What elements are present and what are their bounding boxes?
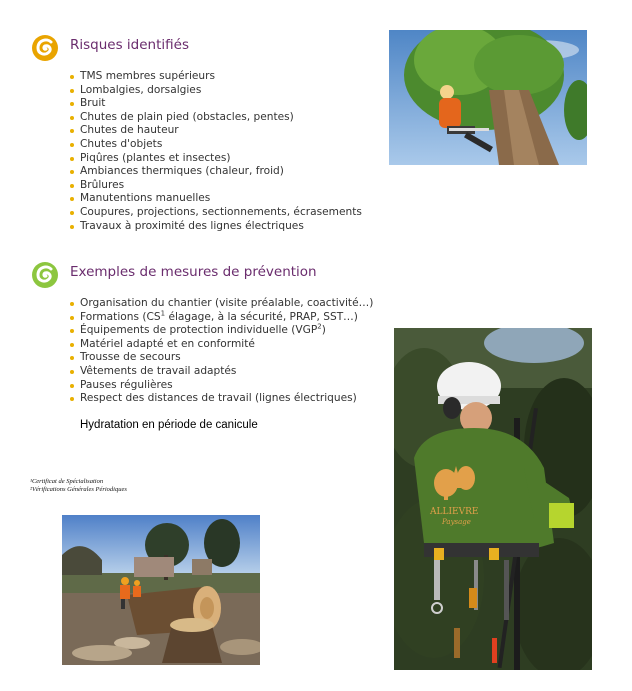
- list-item: Chutes d'objets: [70, 138, 362, 152]
- bullet-icon: [70, 143, 74, 147]
- list-item: Trousse de secours: [70, 351, 373, 365]
- bullet-icon: [70, 370, 74, 374]
- bullet-icon: [70, 89, 74, 93]
- bullet-icon: [70, 343, 74, 347]
- footnote-1: ¹Certificat de Spécialisation: [30, 478, 104, 485]
- prevention-list: [70, 297, 373, 406]
- bullet-icon: [70, 397, 74, 401]
- footnote-marker: 2: [317, 322, 322, 331]
- shirt-logo-sub: Paysage: [442, 518, 471, 526]
- bullet-icon: [70, 225, 74, 229]
- list-item: Piqûres (plantes et insectes): [70, 152, 362, 166]
- bullet-icon: [70, 329, 74, 333]
- list-item: Brûlures: [70, 179, 362, 193]
- list-item: Chutes de hauteur: [70, 124, 362, 138]
- list-item: Équipements de protection individuelle (VGP$^2$): [70, 324, 373, 338]
- list-item: Bruit: [70, 97, 362, 111]
- list-item: Manutentions manuelles: [70, 192, 362, 206]
- list-item: Lombalgies, dorsalgies: [70, 84, 362, 98]
- bullet-icon: [70, 384, 74, 388]
- bullet-icon: [70, 102, 74, 106]
- photo-arborist-helmet: [394, 328, 592, 670]
- photo-tree-climber-sky: [389, 30, 587, 165]
- list-item: Organisation du chantier (visite préalable, coactivité…): [70, 297, 373, 311]
- section-risques-title: Risques identifiés: [70, 37, 189, 53]
- bullet-icon: [70, 356, 74, 360]
- bullet-icon: [70, 129, 74, 133]
- hydration-text: Hydratation en période de canicule: [80, 419, 258, 431]
- photo-felled-trunk: [62, 515, 260, 665]
- bullet-icon: [70, 170, 74, 174]
- bullet-icon: [70, 157, 74, 161]
- bullet-icon: [70, 197, 74, 201]
- bullet-icon: [70, 116, 74, 120]
- bullet-icon: [70, 302, 74, 306]
- green-swirl-logo-icon: [30, 260, 60, 290]
- orange-swirl-logo-icon: [30, 33, 60, 63]
- list-item: Respect des distances de travail (lignes électriques): [70, 392, 373, 406]
- section-prevention-title: Exemples de mesures de prévention: [70, 264, 317, 280]
- list-item: TMS membres supérieurs: [70, 70, 362, 84]
- list-item: Ambiances thermiques (chaleur, froid): [70, 165, 362, 179]
- list-item: Coupures, projections, sectionnements, écrasements: [70, 206, 362, 220]
- list-item: Vêtements de travail adaptés: [70, 365, 373, 379]
- shirt-logo-name: ALLIEVRE: [430, 507, 479, 517]
- list-item: Pauses régulières: [70, 379, 373, 393]
- list-item: Travaux à proximité des lignes électriques: [70, 220, 362, 234]
- footnote-marker: 1: [160, 309, 166, 318]
- risques-list: [70, 70, 362, 233]
- bullet-icon: [70, 316, 74, 320]
- bullet-icon: [70, 211, 74, 215]
- list-item: Formations ($CS^1$ élagage, à la sécurité, PRAP, SST…): [70, 311, 373, 325]
- list-item: Chutes de plain pied (obstacles, pentes): [70, 111, 362, 125]
- footnote-2: ²Vérifications Générales Périodiques: [30, 486, 127, 493]
- bullet-icon: [70, 75, 74, 79]
- bullet-icon: [70, 184, 74, 188]
- list-item: Matériel adapté et en conformité: [70, 338, 373, 352]
